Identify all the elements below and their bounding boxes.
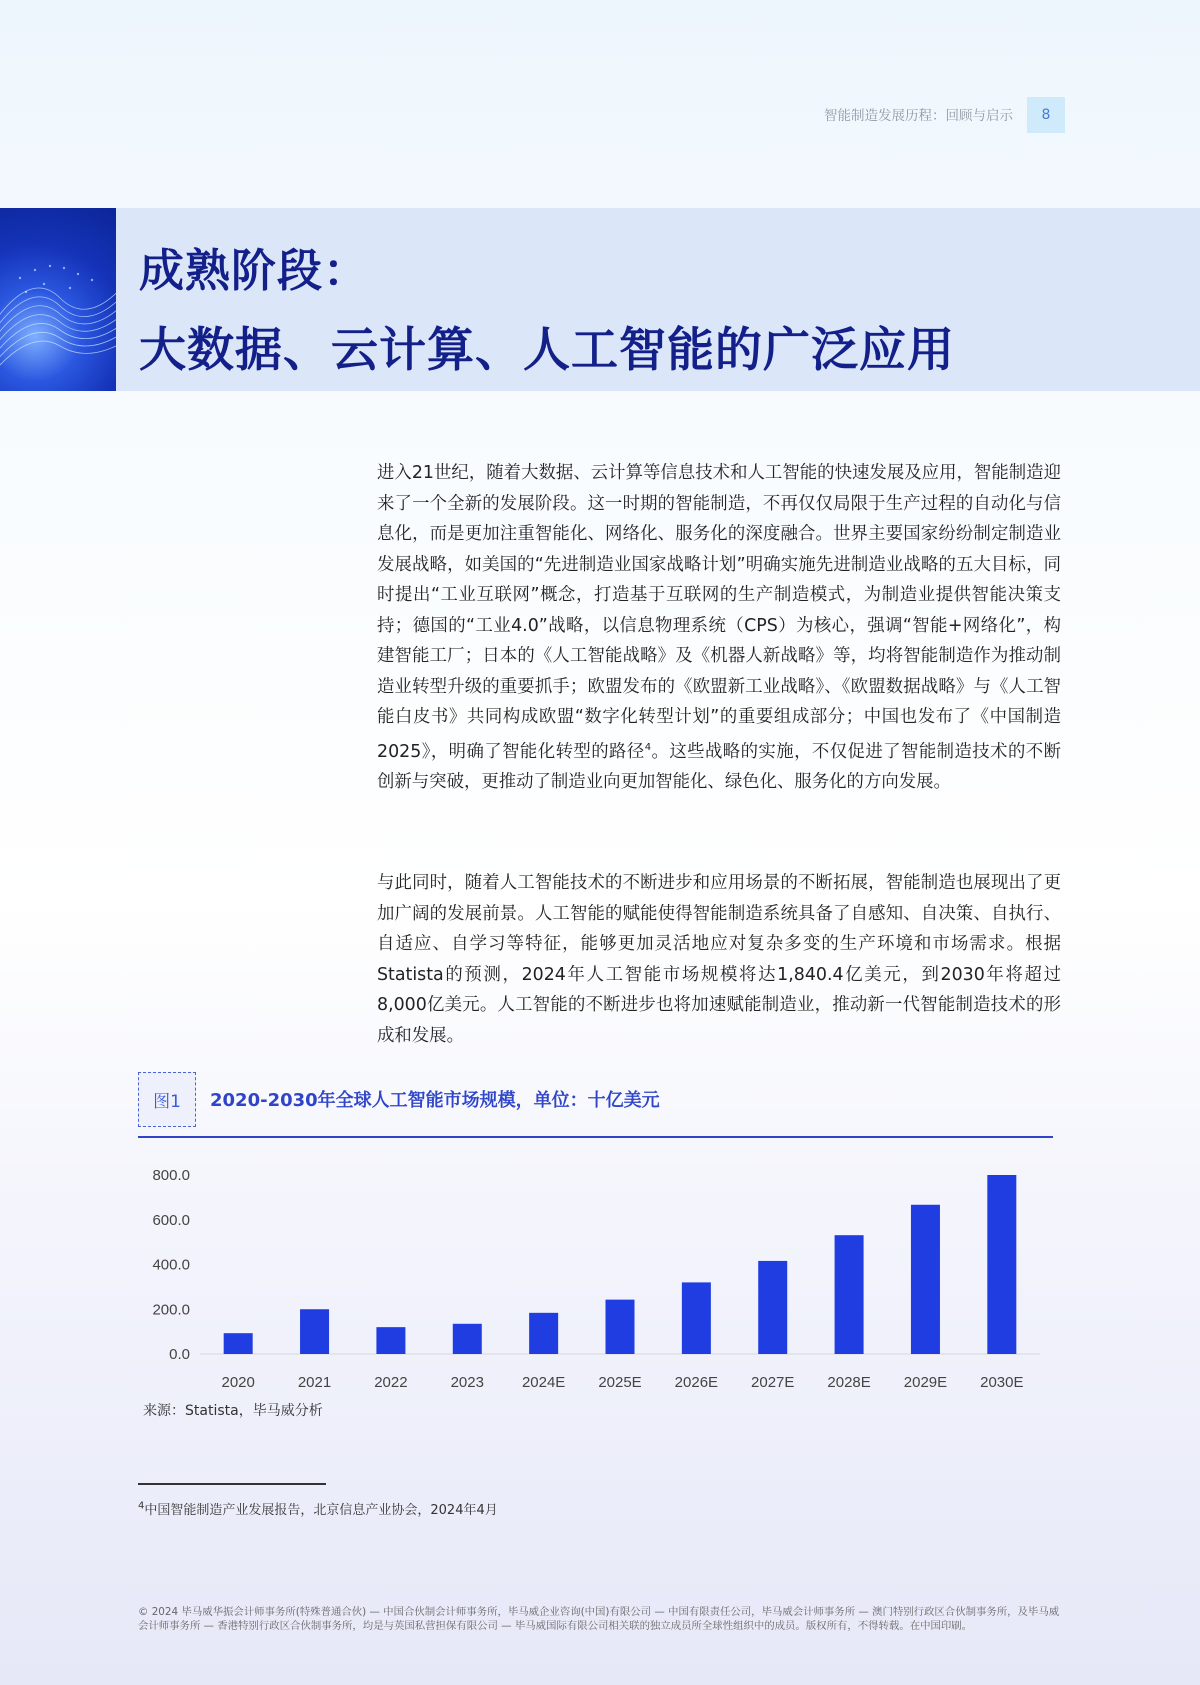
data-wave-image — [0, 208, 116, 391]
figure-title-rule — [138, 1136, 1053, 1138]
x-tick-label: 2029E — [903, 1374, 948, 1391]
body-paragraph-1-text: 进入21世纪，随着大数据、云计算等信息技术和人工智能的快速发展及应用，智能制造迎来了一个全新的发展阶段。这一时期的智能制造，不再仅仅局限于生产过程的自动化与信息化，而是更加注重智能化、网络化、服务化的深度融合。世界主要国家纷纷制定制造业发展战略，如美国的“先进制造业国家战略计划”明确实施先进制造业战略的五大目标，同时提出“工业互联网”概念，打造基于互联网的生产制造模式，为制造业提供智能决策支持；德国的“工业4.0”战略，以信息物理系统（CPS）为核心，强调“智能+网络化”，构建智能工厂；日本的《人工智能战略》及《机器人新战略》等，均将智能制造作为推动制造业转型升级的重要抓手；欧盟发布的《欧盟新工业战略》、《欧盟数据战略》与《人工智能白皮书》共同构成欧盟“数字化转型计划”的重要组成部分；中国也发布了《中国制造2025》，明确了智能化转型的路径 — [377, 463, 1061, 762]
figure-source: 来源：Statista，毕马威分析 — [143, 1403, 323, 1419]
footnote-reference[interactable]: 4 — [644, 741, 652, 753]
copyright-notice: © 2024 毕马威华振会计师事务所(特殊普通合伙) — 中国合伙制会计师事务所，毕马威企业咨询(中国)有限公司 — 中国有限责任公司，毕马威会计师事务所 — 澳门特别行政区合伙制事务所，及毕马威会计师事务所 — 香港特别行政区合伙制事务所，均是与英国私营担保有限公司 — 毕马威国际有限公司相关联的独立成员所全球性组织中的成员。版权所有，不得转载。在中国印刷。 — [138, 1606, 1060, 1632]
bar-2027E — [758, 1261, 787, 1354]
footnote — [138, 1499, 498, 1518]
bar-2029E — [911, 1205, 940, 1354]
body-paragraph-1 — [377, 458, 1061, 797]
x-tick-label: 2027E — [751, 1374, 795, 1391]
y-tick-label: 0.0 — [169, 1346, 190, 1363]
bar-2030E — [987, 1175, 1016, 1354]
x-tick-label: 2023 — [450, 1374, 484, 1391]
y-tick-label: 800.0 — [152, 1167, 190, 1184]
body-paragraph-2: 与此同时，随着人工智能技术的不断进步和应用场景的不断拓展，智能制造也展现出了更加广阔的发展前景。人工智能的赋能使得智能制造系统具备了自感知、自决策、自执行、自适应、自学习等特征，能够更加灵活地应对复杂多变的生产环境和市场需求。根据Statista的预测，2024年人工智能市场规模将达1,840.4亿美元，到2030年将超过8,000亿美元。人工智能的不断进步也将加速赋能制造业，推动新一代智能制造技术的形成和发展。 — [377, 873, 1061, 1046]
x-tick-label: 2026E — [674, 1374, 719, 1391]
figure-title: 2020-2030年全球人工智能市场规模，单位：十亿美元 — [210, 1090, 660, 1111]
footnote-text: 中国智能制造产业发展报告，北京信息产业协会，2024年4月 — [144, 1503, 498, 1518]
figure-label: 图1 — [153, 1092, 181, 1112]
bar-2024E — [529, 1313, 558, 1354]
footnote-marker: 4 — [138, 1500, 145, 1512]
running-header-title: 智能制造发展历程：回顾与启示 — [824, 108, 1013, 124]
x-tick-label: 2030E — [980, 1374, 1024, 1391]
x-tick-label: 2021 — [297, 1374, 332, 1391]
body-paragraph-1-text-cont: 。这些战略的实施，不仅促进了智能制造技术的不断创新与突破，更推动了制造业向更加智能化、绿色化、服务化的方向发展。 — [377, 741, 1061, 792]
y-tick-label: 600.0 — [152, 1211, 190, 1229]
x-tick-label: 2028E — [827, 1374, 871, 1391]
y-tick-label: 400.0 — [152, 1256, 190, 1274]
page-number-badge: 8 — [1027, 97, 1065, 133]
x-tick-label: 2025E — [598, 1374, 642, 1391]
y-tick-label: 200.0 — [152, 1301, 190, 1319]
bar-2025E — [606, 1300, 635, 1354]
bar-2026E — [682, 1282, 711, 1354]
x-tick-label: 2022 — [374, 1374, 408, 1391]
page-title-line-1: 成熟阶段： — [139, 244, 370, 297]
x-tick-label: 2024E — [521, 1374, 566, 1391]
bar-2023 — [453, 1324, 482, 1354]
bar-2022 — [376, 1327, 405, 1354]
bar-2028E — [835, 1235, 864, 1354]
x-tick-label: 2020 — [221, 1374, 255, 1391]
bar-2021 — [300, 1309, 329, 1354]
page-title-line-2: 大数据、云计算、人工智能的广泛应用 — [139, 323, 955, 378]
bar-chart — [130, 1150, 1050, 1410]
footnote-rule — [138, 1483, 326, 1485]
bar-2020 — [224, 1333, 253, 1354]
